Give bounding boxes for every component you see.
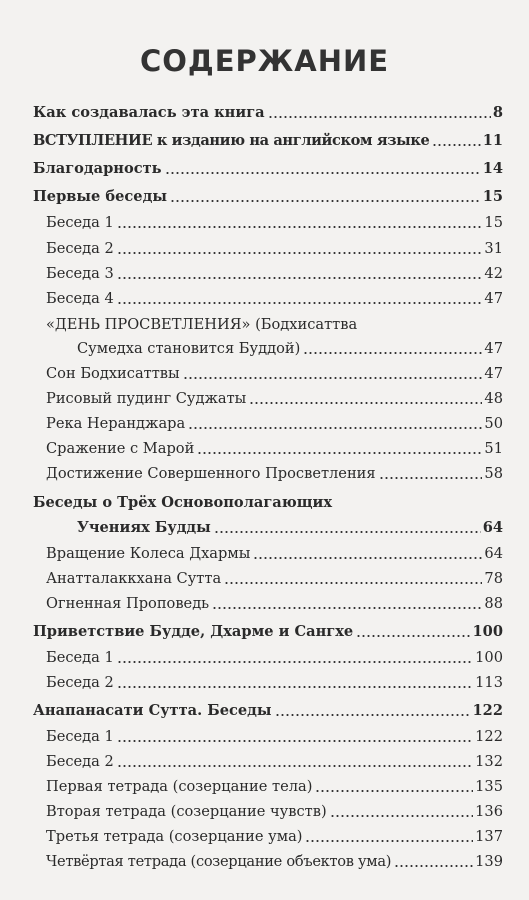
dot-leader	[268, 115, 491, 119]
dot-leader	[249, 401, 482, 405]
toc-entry-page: 137	[475, 828, 503, 845]
toc-entry	[33, 126, 503, 150]
toc-entry-page: 48	[484, 390, 503, 407]
toc-entry	[33, 182, 503, 206]
dot-leader	[379, 476, 483, 480]
toc-entry-title: Беседа 3	[46, 265, 114, 282]
dot-leader	[214, 530, 481, 534]
toc-entry	[33, 589, 503, 613]
dot-leader	[303, 351, 482, 355]
toc-entry-title: Первая тетрада (созерцание тела)	[46, 778, 313, 795]
dot-leader	[224, 581, 482, 585]
toc-entry	[33, 488, 503, 512]
toc-entry-page: 31	[484, 240, 503, 257]
toc-entry	[33, 459, 503, 483]
dot-leader	[117, 251, 483, 255]
toc-entry-page: 15	[484, 214, 503, 231]
toc-entry-title: Как создавалась эта книга	[33, 104, 265, 121]
toc-entry-page: 11	[482, 132, 503, 149]
toc-entry-title: Учениях Будды	[77, 519, 211, 536]
toc-entry-title: Беседы о Трёх Основополагающих	[33, 494, 333, 511]
dot-leader	[117, 660, 473, 664]
dot-leader	[305, 839, 473, 843]
toc-entry-page: 100	[472, 623, 503, 640]
toc-entry-title: Благодарность	[33, 160, 162, 177]
toc-entry-title: Беседа 2	[46, 240, 114, 257]
dot-leader	[330, 814, 474, 818]
dot-leader	[165, 171, 481, 175]
dot-leader	[197, 451, 482, 455]
toc-entry-title: Огненная Проповедь	[46, 595, 210, 612]
toc-entry-page: 88	[484, 595, 503, 612]
toc-entry-title: ВСТУПЛЕНИЕ к изданию на английском языке	[33, 132, 430, 149]
toc-entry-title: Беседа 1	[46, 649, 114, 666]
dot-leader	[117, 764, 473, 768]
toc-entry	[33, 284, 503, 308]
toc-entry-page: 64	[482, 519, 503, 536]
toc-entry-title: Рисовый пудинг Суджаты	[46, 390, 247, 407]
toc-entry-title: «ДЕНЬ ПРОСВЕТЛЕНИЯ» (Бодхисаттва	[46, 316, 358, 333]
toc-entry-page: 139	[475, 853, 503, 870]
toc-entry	[33, 747, 503, 771]
toc-entry-page: 14	[482, 160, 503, 177]
toc-entry-page: 47	[484, 340, 503, 357]
dot-leader	[170, 199, 481, 203]
toc-entry-title: Беседа 4	[46, 290, 114, 307]
toc-entry-page: 122	[475, 728, 503, 745]
toc-entry-title: Вторая тетрада (созерцание чувств)	[46, 803, 327, 820]
toc-entry	[33, 98, 503, 122]
toc-entry-page: 51	[484, 440, 503, 457]
toc-entry-title: Река Неранджара	[46, 415, 186, 432]
toc-entry-page: 47	[484, 290, 503, 307]
dot-leader	[188, 426, 482, 430]
toc-entry-page: 113	[475, 674, 503, 691]
toc-entry-page: 47	[484, 365, 503, 382]
dot-leader	[117, 225, 483, 229]
toc-entry	[33, 154, 503, 178]
toc-entry-title: Первые беседы	[33, 188, 167, 205]
toc-entry	[33, 384, 503, 408]
toc-entry-title: Вращение Колеса Дхармы	[46, 545, 251, 562]
toc-entry	[33, 539, 503, 563]
toc-entry	[33, 334, 503, 358]
toc-entry-title: Сражение с Марой	[46, 440, 195, 457]
toc-entry-page: 64	[484, 545, 503, 562]
toc-entry-page: 135	[475, 778, 503, 795]
toc-entry	[33, 234, 503, 258]
dot-leader	[117, 739, 473, 743]
toc-entry-page: 15	[482, 188, 503, 205]
toc-entry-title: Анапанасати Сутта. Беседы	[33, 702, 272, 719]
toc-entry-title: Беседа 1	[46, 214, 114, 231]
toc-entry-page: 132	[475, 753, 503, 770]
toc-entry	[33, 643, 503, 667]
dot-leader	[253, 556, 482, 560]
toc-entry	[33, 822, 503, 846]
dot-leader	[117, 301, 483, 305]
toc-entry-page: 58	[484, 465, 503, 482]
toc-entry	[33, 668, 503, 692]
dot-leader	[212, 606, 482, 610]
toc-entry	[33, 310, 503, 334]
toc-entry-title: Третья тетрада (созерцание ума)	[46, 828, 303, 845]
toc-entry-page: 122	[472, 702, 503, 719]
toc-entry	[33, 722, 503, 746]
toc-entry-title: Беседа 2	[46, 753, 114, 770]
toc-entry	[33, 847, 503, 871]
toc-entry-title: Сумедха становится Буддой)	[77, 340, 301, 357]
toc-entry-title: Сон Бодхисаттвы	[46, 365, 180, 382]
toc-entry-title: Беседа 2	[46, 674, 114, 691]
toc-entry	[33, 409, 503, 433]
toc-entry-page: 78	[484, 570, 503, 587]
dot-leader	[183, 376, 483, 380]
toc-entry	[33, 359, 503, 383]
dot-leader	[432, 143, 480, 147]
dot-leader	[356, 634, 470, 638]
toc-entry	[33, 772, 503, 796]
page-title: СОДЕРЖАНИЕ	[139, 44, 390, 78]
toc-entry	[33, 434, 503, 458]
toc-entry-page: 100	[475, 649, 503, 666]
dot-leader	[117, 276, 483, 280]
dot-leader	[117, 685, 473, 689]
toc-entry-page: 50	[484, 415, 503, 432]
dot-leader	[394, 864, 473, 868]
dot-leader	[275, 713, 471, 717]
toc-entry	[33, 797, 503, 821]
toc-entry-page: 42	[484, 265, 503, 282]
toc-entry	[33, 564, 503, 588]
toc-entry-title: Четвёртая тетрада (созерцание объектов ума)	[46, 853, 392, 870]
toc-entry-page: 136	[475, 803, 503, 820]
toc-entry	[33, 208, 503, 232]
toc-entry	[33, 259, 503, 283]
toc-entry	[33, 513, 503, 537]
toc-entry-title: Анатталаккхана Сутта	[46, 570, 222, 587]
toc-entry	[33, 696, 503, 720]
toc-entry-title: Приветствие Будде, Дхарме и Сангхе	[33, 623, 354, 640]
dot-leader	[315, 789, 473, 793]
toc-entry-page: 8	[492, 104, 503, 121]
toc-entry	[33, 617, 503, 641]
toc-entry-title: Беседа 1	[46, 728, 114, 745]
toc-entry-title: Достижение Совершенного Просветления	[46, 465, 376, 482]
